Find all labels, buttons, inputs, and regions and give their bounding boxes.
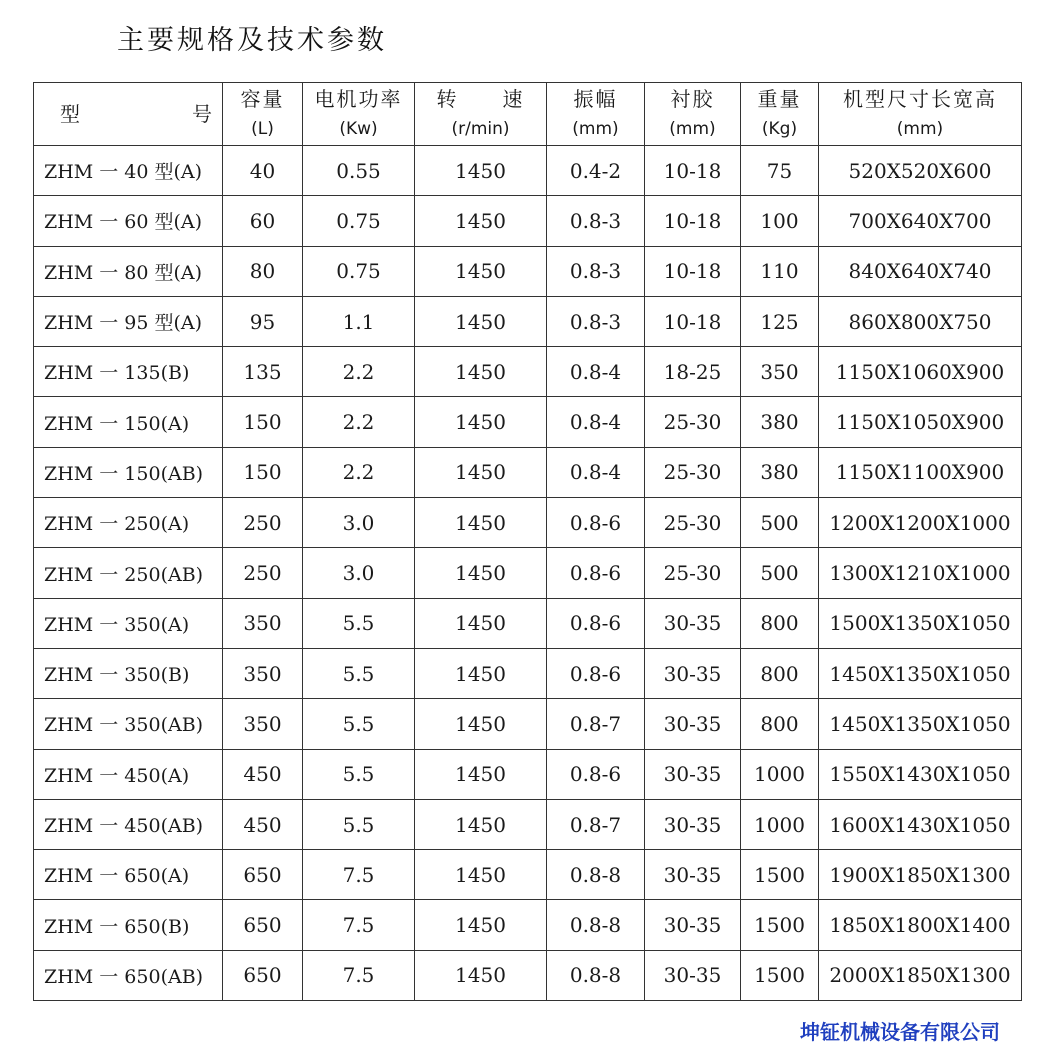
cell-weight: 800 bbox=[741, 598, 819, 648]
cell-lining: 30-35 bbox=[645, 900, 741, 950]
cell-amplitude: 0.8-3 bbox=[547, 246, 645, 296]
cell-motor-power: 5.5 bbox=[303, 749, 415, 799]
cell-dimensions: 700X640X700 bbox=[819, 196, 1022, 246]
table-row bbox=[34, 347, 1022, 397]
header-model bbox=[34, 83, 223, 146]
cell-model: ZHM 一 150(AB) bbox=[34, 447, 223, 497]
cell-motor-power: 2.2 bbox=[303, 347, 415, 397]
table-row bbox=[34, 648, 1022, 698]
cell-speed: 1450 bbox=[415, 749, 547, 799]
cell-weight: 500 bbox=[741, 548, 819, 598]
cell-weight: 380 bbox=[741, 397, 819, 447]
cell-weight: 1500 bbox=[741, 850, 819, 900]
cell-capacity: 450 bbox=[223, 799, 303, 849]
cell-dimensions: 520X520X600 bbox=[819, 146, 1022, 196]
table-row bbox=[34, 146, 1022, 196]
header-speed bbox=[415, 83, 547, 146]
cell-model: ZHM 一 95 型(A) bbox=[34, 296, 223, 346]
cell-motor-power: 0.75 bbox=[303, 246, 415, 296]
cell-weight: 1500 bbox=[741, 900, 819, 950]
header-weight-unit: (Kg) bbox=[761, 119, 798, 139]
cell-dimensions: 860X800X750 bbox=[819, 296, 1022, 346]
cell-speed: 1450 bbox=[415, 699, 547, 749]
table-row bbox=[34, 598, 1022, 648]
header-lining-label: 衬胶 bbox=[670, 87, 715, 111]
cell-amplitude: 0.8-4 bbox=[547, 397, 645, 447]
cell-lining: 30-35 bbox=[645, 699, 741, 749]
cell-motor-power: 2.2 bbox=[303, 397, 415, 447]
cell-amplitude: 0.8-8 bbox=[547, 900, 645, 950]
cell-capacity: 95 bbox=[223, 296, 303, 346]
table-row bbox=[34, 296, 1022, 346]
header-row bbox=[34, 83, 1022, 146]
cell-motor-power: 1.1 bbox=[303, 296, 415, 346]
cell-lining: 25-30 bbox=[645, 498, 741, 548]
table-row bbox=[34, 548, 1022, 598]
cell-capacity: 650 bbox=[223, 900, 303, 950]
cell-amplitude: 0.8-6 bbox=[547, 498, 645, 548]
cell-dimensions: 1150X1100X900 bbox=[819, 447, 1022, 497]
cell-weight: 1500 bbox=[741, 950, 819, 1000]
cell-motor-power: 3.0 bbox=[303, 548, 415, 598]
cell-dimensions: 1450X1350X1050 bbox=[819, 648, 1022, 698]
cell-speed: 1450 bbox=[415, 296, 547, 346]
cell-motor-power: 2.2 bbox=[303, 447, 415, 497]
table-row bbox=[34, 246, 1022, 296]
table-row bbox=[34, 196, 1022, 246]
cell-motor-power: 5.5 bbox=[303, 699, 415, 749]
cell-dimensions: 1850X1800X1400 bbox=[819, 900, 1022, 950]
cell-model: ZHM 一 250(AB) bbox=[34, 548, 223, 598]
cell-weight: 380 bbox=[741, 447, 819, 497]
cell-model: ZHM 一 350(A) bbox=[34, 598, 223, 648]
cell-amplitude: 0.4-2 bbox=[547, 146, 645, 196]
cell-lining: 25-30 bbox=[645, 447, 741, 497]
header-capacity-unit: (L) bbox=[251, 119, 274, 139]
cell-weight: 1000 bbox=[741, 749, 819, 799]
cell-motor-power: 7.5 bbox=[303, 950, 415, 1000]
cell-weight: 125 bbox=[741, 296, 819, 346]
cell-amplitude: 0.8-6 bbox=[547, 548, 645, 598]
cell-lining: 30-35 bbox=[645, 648, 741, 698]
table-row bbox=[34, 850, 1022, 900]
cell-lining: 30-35 bbox=[645, 950, 741, 1000]
cell-capacity: 60 bbox=[223, 196, 303, 246]
header-motor-power-unit: (Kw) bbox=[339, 119, 378, 139]
cell-capacity: 80 bbox=[223, 246, 303, 296]
table-row bbox=[34, 799, 1022, 849]
cell-speed: 1450 bbox=[415, 850, 547, 900]
cell-model: ZHM 一 135(B) bbox=[34, 347, 223, 397]
cell-capacity: 350 bbox=[223, 598, 303, 648]
cell-speed: 1450 bbox=[415, 447, 547, 497]
header-amplitude bbox=[547, 83, 645, 146]
cell-model: ZHM 一 650(AB) bbox=[34, 950, 223, 1000]
cell-speed: 1450 bbox=[415, 598, 547, 648]
cell-dimensions: 2000X1850X1300 bbox=[819, 950, 1022, 1000]
cell-lining: 18-25 bbox=[645, 347, 741, 397]
header-motor-power bbox=[303, 83, 415, 146]
cell-speed: 1450 bbox=[415, 799, 547, 849]
cell-lining: 10-18 bbox=[645, 196, 741, 246]
header-speed-label: 转 速 bbox=[436, 87, 525, 111]
table-row bbox=[34, 447, 1022, 497]
cell-lining: 25-30 bbox=[645, 548, 741, 598]
cell-speed: 1450 bbox=[415, 548, 547, 598]
cell-weight: 800 bbox=[741, 699, 819, 749]
cell-capacity: 350 bbox=[223, 648, 303, 698]
cell-dimensions: 1300X1210X1000 bbox=[819, 548, 1022, 598]
table-row bbox=[34, 749, 1022, 799]
cell-lining: 10-18 bbox=[645, 146, 741, 196]
cell-weight: 75 bbox=[741, 146, 819, 196]
header-weight bbox=[741, 83, 819, 146]
cell-capacity: 650 bbox=[223, 850, 303, 900]
cell-model: ZHM 一 450(A) bbox=[34, 749, 223, 799]
cell-speed: 1450 bbox=[415, 648, 547, 698]
cell-dimensions: 1500X1350X1050 bbox=[819, 598, 1022, 648]
header-model-label: 型 号 bbox=[60, 102, 214, 126]
cell-amplitude: 0.8-4 bbox=[547, 347, 645, 397]
cell-model: ZHM 一 80 型(A) bbox=[34, 246, 223, 296]
table-row bbox=[34, 900, 1022, 950]
cell-model: ZHM 一 40 型(A) bbox=[34, 146, 223, 196]
spec-table bbox=[33, 82, 1022, 1001]
cell-dimensions: 1150X1060X900 bbox=[819, 347, 1022, 397]
cell-dimensions: 1200X1200X1000 bbox=[819, 498, 1022, 548]
cell-speed: 1450 bbox=[415, 950, 547, 1000]
cell-lining: 30-35 bbox=[645, 598, 741, 648]
table-body bbox=[34, 146, 1022, 1001]
cell-dimensions: 1150X1050X900 bbox=[819, 397, 1022, 447]
cell-capacity: 650 bbox=[223, 950, 303, 1000]
table-header bbox=[34, 83, 1022, 146]
cell-amplitude: 0.8-3 bbox=[547, 296, 645, 346]
header-capacity bbox=[223, 83, 303, 146]
cell-speed: 1450 bbox=[415, 196, 547, 246]
company-name: 坤钲机械设备有限公司 bbox=[800, 1020, 1000, 1044]
cell-weight: 500 bbox=[741, 498, 819, 548]
cell-amplitude: 0.8-3 bbox=[547, 196, 645, 246]
cell-lining: 30-35 bbox=[645, 850, 741, 900]
cell-model: ZHM 一 150(A) bbox=[34, 397, 223, 447]
header-amplitude-label: 振幅 bbox=[573, 87, 618, 111]
header-amplitude-unit: (mm) bbox=[572, 119, 619, 139]
cell-lining: 10-18 bbox=[645, 246, 741, 296]
cell-speed: 1450 bbox=[415, 246, 547, 296]
cell-motor-power: 5.5 bbox=[303, 648, 415, 698]
cell-motor-power: 7.5 bbox=[303, 850, 415, 900]
cell-amplitude: 0.8-8 bbox=[547, 850, 645, 900]
cell-weight: 1000 bbox=[741, 799, 819, 849]
cell-capacity: 40 bbox=[223, 146, 303, 196]
header-dimensions bbox=[819, 83, 1022, 146]
cell-lining: 25-30 bbox=[645, 397, 741, 447]
header-dimensions-label: 机型尺寸长宽高 bbox=[843, 87, 997, 111]
header-weight-label: 重量 bbox=[757, 87, 802, 111]
cell-motor-power: 5.5 bbox=[303, 598, 415, 648]
cell-motor-power: 5.5 bbox=[303, 799, 415, 849]
cell-motor-power: 7.5 bbox=[303, 900, 415, 950]
table-row bbox=[34, 699, 1022, 749]
cell-model: ZHM 一 250(A) bbox=[34, 498, 223, 548]
header-lining bbox=[645, 83, 741, 146]
cell-capacity: 135 bbox=[223, 347, 303, 397]
cell-capacity: 350 bbox=[223, 699, 303, 749]
cell-dimensions: 1600X1430X1050 bbox=[819, 799, 1022, 849]
cell-speed: 1450 bbox=[415, 146, 547, 196]
cell-amplitude: 0.8-4 bbox=[547, 447, 645, 497]
cell-amplitude: 0.8-6 bbox=[547, 648, 645, 698]
cell-model: ZHM 一 450(AB) bbox=[34, 799, 223, 849]
cell-motor-power: 0.55 bbox=[303, 146, 415, 196]
cell-model: ZHM 一 350(AB) bbox=[34, 699, 223, 749]
header-capacity-label: 容量 bbox=[240, 87, 285, 111]
cell-lining: 30-35 bbox=[645, 749, 741, 799]
cell-model: ZHM 一 350(B) bbox=[34, 648, 223, 698]
cell-speed: 1450 bbox=[415, 347, 547, 397]
header-speed-unit: (r/min) bbox=[451, 119, 510, 139]
cell-capacity: 150 bbox=[223, 397, 303, 447]
cell-weight: 800 bbox=[741, 648, 819, 698]
header-lining-unit: (mm) bbox=[669, 119, 716, 139]
table-row bbox=[34, 397, 1022, 447]
cell-motor-power: 3.0 bbox=[303, 498, 415, 548]
cell-amplitude: 0.8-7 bbox=[547, 699, 645, 749]
cell-amplitude: 0.8-6 bbox=[547, 598, 645, 648]
cell-lining: 10-18 bbox=[645, 296, 741, 346]
cell-capacity: 150 bbox=[223, 447, 303, 497]
header-dimensions-unit: (mm) bbox=[896, 119, 944, 139]
cell-capacity: 250 bbox=[223, 498, 303, 548]
cell-speed: 1450 bbox=[415, 397, 547, 447]
cell-lining: 30-35 bbox=[645, 799, 741, 849]
cell-model: ZHM 一 60 型(A) bbox=[34, 196, 223, 246]
cell-amplitude: 0.8-6 bbox=[547, 749, 645, 799]
cell-capacity: 250 bbox=[223, 548, 303, 598]
cell-speed: 1450 bbox=[415, 900, 547, 950]
header-motor-power-label: 电机功率 bbox=[314, 87, 403, 111]
cell-model: ZHM 一 650(A) bbox=[34, 850, 223, 900]
page-title: 主要规格及技术参数 bbox=[117, 25, 387, 56]
table-row bbox=[34, 950, 1022, 1000]
cell-capacity: 450 bbox=[223, 749, 303, 799]
cell-amplitude: 0.8-8 bbox=[547, 950, 645, 1000]
cell-dimensions: 1900X1850X1300 bbox=[819, 850, 1022, 900]
cell-amplitude: 0.8-7 bbox=[547, 799, 645, 849]
cell-speed: 1450 bbox=[415, 498, 547, 548]
cell-motor-power: 0.75 bbox=[303, 196, 415, 246]
cell-dimensions: 840X640X740 bbox=[819, 246, 1022, 296]
cell-dimensions: 1450X1350X1050 bbox=[819, 699, 1022, 749]
cell-weight: 110 bbox=[741, 246, 819, 296]
cell-model: ZHM 一 650(B) bbox=[34, 900, 223, 950]
cell-weight: 100 bbox=[741, 196, 819, 246]
cell-weight: 350 bbox=[741, 347, 819, 397]
table-row bbox=[34, 498, 1022, 548]
cell-dimensions: 1550X1430X1050 bbox=[819, 749, 1022, 799]
